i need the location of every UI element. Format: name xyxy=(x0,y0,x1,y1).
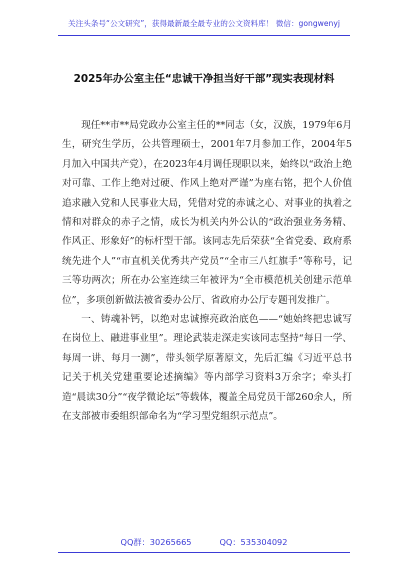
body-paragraph-1: 现任**市**局党政办公室主任的**同志（女，汉族，1979年6月生，研究生学历，公共管理硕士，2001年7月参加工作，2004年5月加入中国共产党），在2023年4月调任现职以来，始终以“政治上绝对可靠、工作上绝对过硬、作风上绝对严谨”为座右铭，把个人价值追求融入党和人民事业大局，凭借对党的赤诚之心、对事业的执着之情和对群众的赤子之情，成长为机关内外公认的“政治强业务务精、作风正、形象好”的标杆型干部。该同志先后荣获“全省党委、政府系统先进个人”“市直机关优秀共产党员”“全市三八红旗手”等称号，记三等功两次；所在办公室连续三年被评为“全市模范机关创建示范单位”，多项创新做法被省委办公厅、省政府办公厅专题刊发推广。 xyxy=(62,120,352,306)
header-notice: 关注头条号“公文研究”，获得最新最全最专业的公文资料库！ 微信：gongwenyj xyxy=(68,19,340,28)
footer-qq: QQ：535304092 xyxy=(219,537,288,547)
document-body xyxy=(62,116,352,427)
footer-divider xyxy=(58,552,350,553)
header-divider xyxy=(58,35,350,36)
document-title: 2025年办公室主任“忠诚干净担当好干部”现实表现材料 xyxy=(73,73,335,85)
footer-contact xyxy=(0,537,408,548)
footer-qq-group: QQ群：30265665 xyxy=(120,537,192,547)
body-paragraph-2: 一、铸魂补钙，以绝对忠诚擦亮政治底色——“她始终把忠诚写在岗位上、融进事业里”。理论武装走深走实该同志坚持“每日一学、每周一讲、每月一测”，带头领学原著原文，先后汇编《习近平总书记关于机关党建重要论述摘编》等内部学习资料3万余字；牵头打造“晨读30分”“夜学微论坛”等载体，覆盖全局党员干部260余人，所在支部被市委组织部命名为“学习型党组织示范点”。 xyxy=(62,314,352,423)
